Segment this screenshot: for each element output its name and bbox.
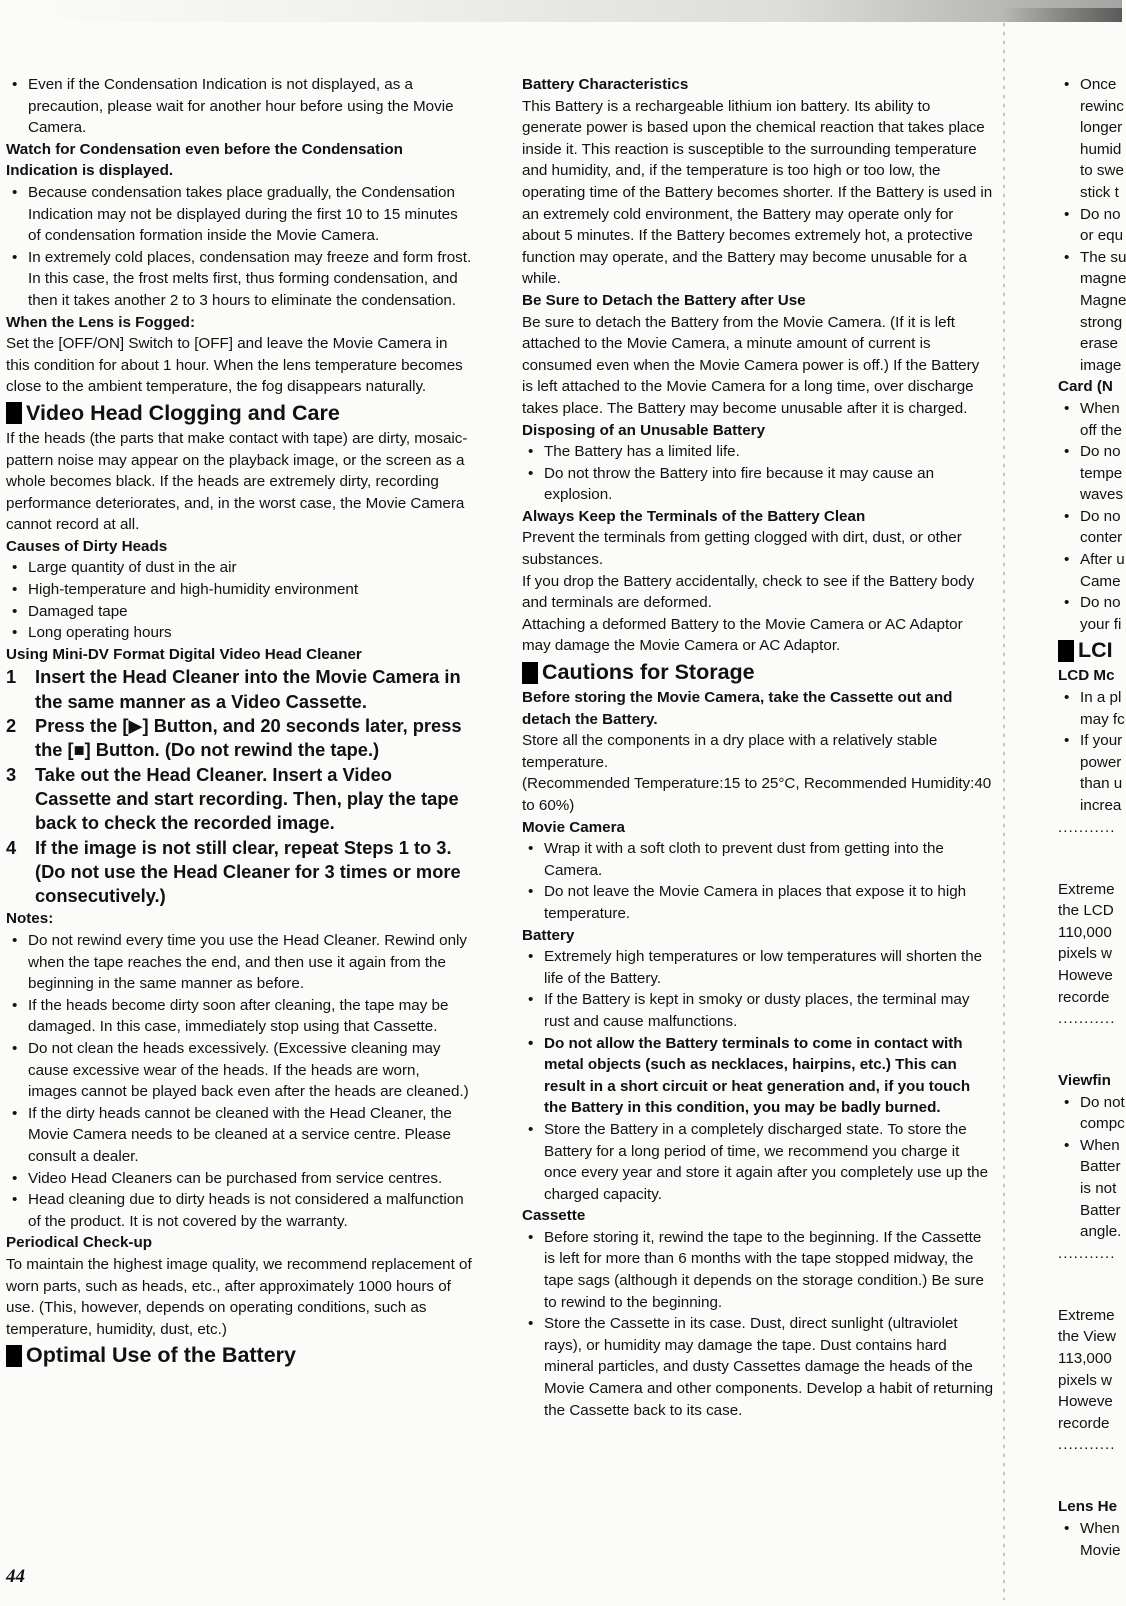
cause-item: • Damaged tape xyxy=(6,601,472,623)
step-number: 4 xyxy=(6,836,17,858)
cropped-line: stick t xyxy=(1080,183,1119,201)
cassette-item: • Store the Cassette in its case. Dust, direct sunlight (ultraviolet rays), or humidity may damage the tape. Dust contains hard mineral particles, and dusty Cassettes damage the heads of the Movie Camera and other components. Develop a habit of returning the Cassette back to its case. xyxy=(522,1313,994,1421)
terminals-heading: Always Keep the Terminals of the Battery Clean xyxy=(522,507,866,525)
section-square-icon xyxy=(6,402,22,424)
cropped-line: waves xyxy=(1080,486,1124,504)
disposing-item: • The Battery has a limited life. xyxy=(522,441,994,463)
cropped-line: recorde xyxy=(1058,1414,1110,1432)
step-item xyxy=(6,836,472,909)
cropped-line: Came xyxy=(1080,572,1121,590)
cropped-line: than u xyxy=(1080,775,1123,793)
step-item xyxy=(6,763,472,836)
cropped-line: Movie xyxy=(1080,1541,1121,1559)
cropped-line: Howeve xyxy=(1058,1393,1113,1411)
cropped-subheading: LCD Mc xyxy=(1058,667,1115,685)
cropped-line: increa xyxy=(1080,797,1122,814)
cropped-line: Howeve xyxy=(1058,966,1113,984)
cropped-line: 110,000 xyxy=(1058,923,1112,941)
battery-storage-item: • Extremely high temperatures or low temperatures will shorten the life of the Battery. xyxy=(522,946,994,989)
disposing-item: • Do not throw the Battery into fire because it may cause an explosion. xyxy=(522,463,994,506)
cropped-line: Batter xyxy=(1080,1158,1121,1176)
cassette-item: • Before storing it, rewind the tape to the beginning. If the Cassette is left for more than 6 months with the tape stopped midway, the tape sags (although it depends on the storage condition.) Be sure to rewind to the beginning. xyxy=(522,1227,994,1313)
cropped-bullet-line: • Do not xyxy=(1058,1092,1120,1114)
cropped-line: humid xyxy=(1080,140,1122,158)
section-heading-battery xyxy=(6,1342,472,1369)
step-item xyxy=(6,665,472,714)
column-left xyxy=(6,74,472,1370)
section-heading-storage xyxy=(522,659,994,686)
battery-characteristics-text: This Battery is a rechargeable lithium ion battery. Its ability to generate power is based upon the chemical reaction that takes place inside it. This reaction is susceptible to the surrounding temperature and humidity, and, if the temperature is too high or too low, the operating time of the Battery becomes shorter. If the Battery is used in an extremely cold environment, the Battery may operate only for about 5 minutes. If the Battery becomes extremely hot, a protective function may operate, and the Battery may become unusable for a while. xyxy=(522,97,993,288)
cropped-line: to swe xyxy=(1080,162,1124,180)
battery-characteristics-heading: Battery Characteristics xyxy=(522,76,689,93)
head-cleaner-heading: Using Mini-DV Format Digital Video Head Cleaner xyxy=(6,645,362,663)
cropped-line: or equ xyxy=(1080,227,1124,245)
cropped-line: the LCD xyxy=(1058,902,1114,920)
storage-intro: Before storing the Movie Camera, take the Cassette out and detach the Battery. xyxy=(522,689,953,728)
note-item: • Head cleaning due to dirty heads is not considered a malfunction of the product. It is not covered by the warranty. xyxy=(6,1189,472,1232)
condensation-bullet: • Even if the Condensation Indication is not displayed, as a precaution, please wait for another hour before using the Movie Camera. xyxy=(6,74,472,139)
cropped-bullet-line: • Do no xyxy=(1058,506,1120,528)
cropped-line: compc xyxy=(1080,1115,1125,1133)
cropped-line: Magne xyxy=(1080,291,1126,309)
step-text: Insert the Head Cleaner into the Movie Camera in the same manner as a Video Cassette. xyxy=(35,666,461,712)
movie-camera-item: • Wrap it with a soft cloth to prevent dust from getting into the Camera. xyxy=(522,838,994,881)
step-number: 2 xyxy=(6,715,17,737)
cropped-subheading: Card (N xyxy=(1058,378,1113,396)
cropped-subheading: Lens He xyxy=(1058,1498,1118,1516)
battery-storage-heading: Battery xyxy=(522,926,575,944)
cropped-bullet-line: • Do no xyxy=(1058,441,1120,463)
scan-top-edge xyxy=(0,0,1122,22)
lens-fogged-text: Set the [OFF/ON] Switch to [OFF] and leave the Movie Camera in this condition for about 1 hour. When the lens temperature becomes close to the ambient temperature, the fog disappears naturally. xyxy=(6,335,463,396)
column-middle xyxy=(522,74,994,1421)
watch-condensation-heading: Watch for Condensation even before the Condensation Indication is displayed. xyxy=(6,140,403,180)
note-item: • Do not rewind every time you use the Head Cleaner. Rewind only when the tape reaches the end, and then use it again from the beginning in the same manner as before. xyxy=(6,930,472,995)
step-text: If the image is not still clear, repeat Steps 1 to 3. (Do not use the Head Cleaner for 3 times or more consecutively.) xyxy=(35,836,461,907)
section-square-icon xyxy=(1058,640,1074,662)
cropped-line: Batter xyxy=(1080,1201,1121,1219)
note-item: • If the heads become dirty soon after cleaning, the tape may be damaged. In this case, immediately stop using that Cassette. xyxy=(6,995,472,1038)
spacer xyxy=(1058,1280,1120,1290)
cropped-line: recorde xyxy=(1058,988,1110,1006)
movie-camera-item: • Do not leave the Movie Camera in places that expose it to high temperature. xyxy=(522,881,994,924)
cropped-line: longer xyxy=(1080,119,1123,137)
terminals-text: Attaching a deformed Battery to the Movie Camera or AC Adaptor may damage the Movie Camera or AC Adaptor. xyxy=(522,615,963,655)
cassette-heading: Cassette xyxy=(522,1207,586,1225)
cropped-line: the View xyxy=(1058,1328,1116,1346)
cropped-bullet-line: • Once xyxy=(1058,74,1120,96)
note-item: • Video Head Cleaners can be purchased from service centres. xyxy=(6,1168,472,1190)
dotted-separator: ........... xyxy=(1058,1244,1116,1262)
cropped-line: strong xyxy=(1080,313,1123,331)
cropped-bullet-line: • If your xyxy=(1058,730,1120,752)
cropped-line: magne xyxy=(1080,270,1126,288)
detach-battery-text: Be sure to detach the Battery from the Movie Camera. (If it is left attached to the Movie Camera, a minute amount of current is consumed even when the Movie Camera power is off.) If the Battery is left attached to the Movie Camera for a long time, over discharge takes place. The Battery may become unusable after it is charged. xyxy=(522,313,980,417)
cause-item: • Large quantity of dust in the air xyxy=(6,557,472,579)
cropped-line: conter xyxy=(1080,529,1123,547)
step-number: 1 xyxy=(6,666,17,688)
watch-bullet: • In extremely cold places, condensation may freeze and form frost. In this case, the frost melts first, thus forming condensation, and then it takes another 2 to 3 hours to eliminate the condensation. xyxy=(6,247,472,312)
section-title: Video Head Clogging and Care xyxy=(26,400,340,425)
step-number: 3 xyxy=(6,763,17,785)
column-right-cropped xyxy=(1058,74,1126,1561)
cropped-subheading: Viewfin xyxy=(1058,1072,1111,1090)
note-item: • Do not clean the heads excessively. (Excessive cleaning may cause excessive wear of the heads. If the heads are worn, images cannot be played back even after the heads are cleaned.) xyxy=(6,1038,472,1103)
cropped-line: tempe xyxy=(1080,464,1123,482)
cropped-line: Extreme xyxy=(1058,1306,1115,1324)
cropped-bullet-line: • When xyxy=(1058,1135,1120,1157)
cropped-line: power xyxy=(1080,753,1122,771)
cropped-line: 113,000 xyxy=(1058,1350,1112,1367)
cropped-line: is not xyxy=(1080,1180,1117,1198)
cropped-bullet-line: • The su xyxy=(1058,247,1120,269)
dotted-separator: ........... xyxy=(1058,1436,1116,1454)
video-head-intro: If the heads (the parts that make contact with tape) are dirty, mosaic-pattern noise may appear on the playback image, or the screen as a whole becomes black. If the heads are extremely dirty, recording performance deteriorates, and, in the worst case, the Movie Camera cannot record at all. xyxy=(6,429,468,534)
cropped-line: erase xyxy=(1080,335,1118,353)
lens-fogged-heading: When the Lens is Fogged: xyxy=(6,313,195,331)
cropped-line: Extreme xyxy=(1058,880,1115,898)
periodic-checkup-text: To maintain the highest image quality, we recommend replacement of worn parts, such as heads, etc., after approximately 1000 hours of use. (This, however, depends on operating conditions, such as temperature, humidity, dust, etc.) xyxy=(6,1255,472,1338)
cropped-line: off the xyxy=(1080,421,1122,439)
cropped-bullet-line: • Do no xyxy=(1058,592,1120,614)
battery-storage-item: • If the Battery is kept in smoky or dusty places, the terminal may rust and cause malfunctions. xyxy=(522,989,994,1032)
cropped-line: pixels w xyxy=(1058,1371,1113,1389)
periodic-checkup-heading: Periodical Check-up xyxy=(6,1234,153,1252)
cropped-line: pixels w xyxy=(1058,945,1113,963)
terminals-text: Prevent the terminals from getting clogged with dirt, dust, or other substances. xyxy=(522,529,962,569)
cropped-line: image xyxy=(1080,356,1122,374)
cropped-bullet-line: • When xyxy=(1058,1518,1120,1540)
cause-item: • High-temperature and high-humidity environment xyxy=(6,579,472,601)
step-item xyxy=(6,714,472,763)
spacer xyxy=(1058,1471,1120,1481)
cause-item: • Long operating hours xyxy=(6,622,472,644)
movie-camera-heading: Movie Camera xyxy=(522,818,625,836)
section-heading-lcd xyxy=(1058,637,1120,664)
spacer xyxy=(1058,853,1120,863)
section-title: Cautions for Storage xyxy=(542,660,755,685)
section-square-icon xyxy=(6,1345,22,1367)
cropped-bullet-line: • After u xyxy=(1058,549,1120,571)
cropped-bullet-line: • Do no xyxy=(1058,204,1120,226)
section-title: LCI xyxy=(1078,638,1113,663)
section-title: Optimal Use of the Battery xyxy=(26,1343,296,1368)
section-heading-video-head xyxy=(6,400,472,427)
spacer xyxy=(1058,1045,1120,1055)
notes-heading: Notes: xyxy=(6,910,54,928)
battery-storage-item: • Store the Battery in a completely discharged state. To store the Battery for a long period of time, we recommend you charge it once every year and store it again after you completely use up the charged capacity. xyxy=(522,1119,994,1205)
note-item: • If the dirty heads cannot be cleaned with the Head Cleaner, the Movie Camera needs to be cleaned at a service centre. Please consult a dealer. xyxy=(6,1103,472,1168)
dotted-separator: ........... xyxy=(1058,818,1116,836)
cropped-line: may fc xyxy=(1080,710,1125,728)
cropped-line: your fi xyxy=(1080,615,1122,633)
storage-recommendation: (Recommended Temperature:15 to 25°C, Recommended Humidity:40 to 60%) xyxy=(522,775,992,814)
cropped-line: rewinc xyxy=(1080,97,1124,115)
page-number: 44 xyxy=(6,1566,25,1587)
terminals-text: If you drop the Battery accidentally, check to see if the Battery body and terminals are deformed. xyxy=(522,572,975,612)
cropped-line: angle. xyxy=(1080,1223,1122,1241)
disposing-heading: Disposing of an Unusable Battery xyxy=(522,421,766,439)
step-text: Take out the Head Cleaner. Insert a Video Cassette and start recording. Then, play the tape back to check the recorded image. xyxy=(35,763,459,834)
page-fold-line xyxy=(1002,20,1006,1600)
causes-heading: Causes of Dirty Heads xyxy=(6,537,168,555)
section-square-icon xyxy=(522,662,538,684)
detach-battery-heading: Be Sure to Detach the Battery after Use xyxy=(522,291,806,309)
step-text: Press the [▶] Button, and 20 seconds later, press the [■] Button. (Do not rewind the tape.) xyxy=(35,715,462,761)
cropped-bullet-line: • When xyxy=(1058,398,1120,420)
cropped-bullet-line: • In a pl xyxy=(1058,687,1120,709)
battery-warning-item: • Do not allow the Battery terminals to come in contact with metal objects (such as necklaces, hairpins, etc.) This can result in a short circuit or heat generation and, if you touch the Battery in this condition, you may be badly burned. xyxy=(522,1033,994,1119)
storage-text: Store all the components in a dry place with a relatively stable temperature. xyxy=(522,732,938,771)
watch-bullet: • Because condensation takes place gradually, the Condensation Indication may not be displayed during the first 10 to 15 minutes of condensation formation inside the Movie Camera. xyxy=(6,182,472,247)
dotted-separator: ........... xyxy=(1058,1010,1116,1028)
